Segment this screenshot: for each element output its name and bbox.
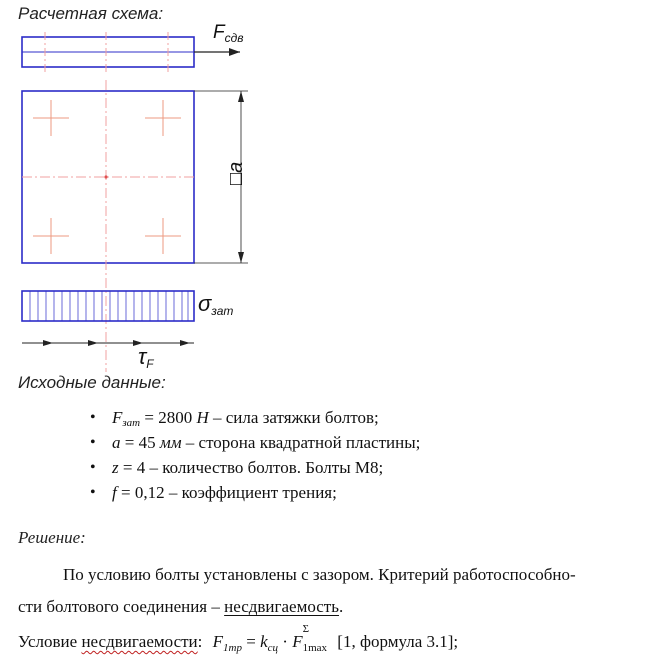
condition-line: Условие несдвигаемости: $F_{1тр} = k_{сц} \cdot F$ Σ 1max [1, формула 3.1]; bbox=[18, 623, 459, 654]
list-item: • z = 4 – количество болтов. Болты М8; bbox=[88, 455, 420, 480]
dimension-arrowhead bbox=[238, 252, 244, 263]
center-point bbox=[104, 175, 107, 178]
list-item: • a = 45 мм – сторона квадратной пластины; bbox=[88, 430, 420, 455]
shear-force-label: $F_{сдв}$ bbox=[213, 22, 244, 45]
stress-hatching bbox=[30, 291, 188, 321]
solution-paragraph-line-2: сти болтового соединения – несдвигаемость. bbox=[18, 597, 344, 616]
formula-reference: [1, формула 3.1]; bbox=[337, 632, 459, 651]
given-heading: Исходные данные: bbox=[18, 373, 166, 392]
dimension-arrowhead bbox=[238, 91, 244, 102]
scheme-heading: Расчетная схема: bbox=[18, 4, 164, 23]
list-item: • f = 0,12 – коэффициент трения; bbox=[88, 480, 420, 505]
side-dimension-label: □a bbox=[225, 161, 247, 185]
shift-condition-formula: $F_{1тр} = k_{сц} \cdot F$ Σ 1max bbox=[212, 623, 328, 654]
solution-heading: Решение: bbox=[18, 528, 86, 547]
list-item: • $F_{зат} = 2800$ Н – сила затяжки болтов; bbox=[88, 405, 420, 430]
solution-paragraph-line-1: По условию болты установлены с зазором. Критерий работоспособно- bbox=[63, 565, 576, 584]
given-list bbox=[88, 405, 420, 505]
stress-label: σзат bbox=[198, 291, 234, 318]
shear-stress-label: τF bbox=[138, 344, 154, 371]
shear-force-arrowhead bbox=[229, 48, 240, 56]
stress-diagram bbox=[22, 291, 194, 321]
